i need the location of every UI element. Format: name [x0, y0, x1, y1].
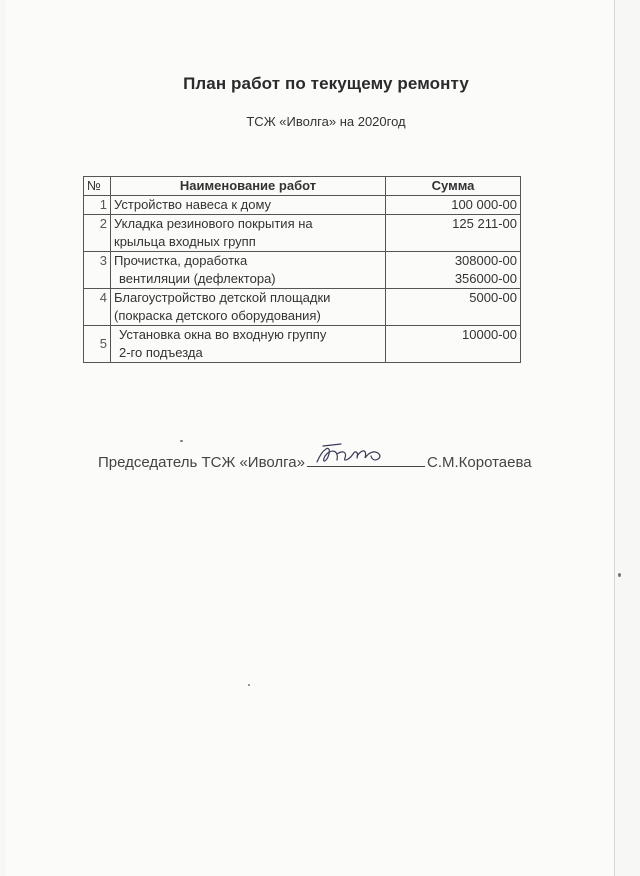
row-name-line: Установка окна во входную группу: [119, 327, 327, 342]
header-num: №: [84, 177, 111, 196]
row-sum: [386, 326, 521, 363]
document-subtitle: ТСЖ «Иволга» на 2020год: [246, 114, 406, 129]
signature-name: С.М.Коротаева: [426, 454, 532, 471]
row-name: [111, 196, 386, 215]
table-row: [84, 196, 521, 215]
row-num: 4: [84, 289, 111, 326]
signature-role: Председатель ТСЖ «Иволга»: [98, 454, 305, 471]
row-sum: [386, 196, 521, 215]
table-row: [84, 326, 521, 363]
handwritten-signature-icon: [313, 440, 393, 470]
row-name: [111, 326, 386, 363]
row-sum-value: 356000-00: [454, 271, 517, 286]
row-sum-value: 125 211-00: [452, 216, 517, 231]
row-sum: [386, 289, 521, 326]
row-name-line: крыльца входных групп: [114, 234, 256, 249]
row-sum-value: 10000-00: [462, 327, 517, 342]
row-name: [111, 289, 386, 326]
row-name: [111, 215, 386, 252]
row-sum-value: 308000-00: [454, 253, 517, 268]
scan-speck: [180, 440, 183, 442]
table-header-row: [84, 177, 521, 196]
document-title: План работ по текущему ремонту: [183, 74, 469, 93]
row-name-line: Укладка резинового покрытия на: [114, 216, 313, 231]
row-sum-value: 5000-00: [469, 290, 517, 305]
table-row: [84, 252, 521, 289]
scan-speck: [618, 573, 621, 577]
row-num: 3: [84, 252, 111, 289]
row-name-line: Устройство навеса к дому: [114, 197, 272, 212]
row-name-line: вентиляции (дефлектора): [119, 271, 276, 286]
row-name-line: Прочистка, доработка: [114, 253, 248, 268]
row-name: [111, 252, 386, 289]
header-name: Наименование работ: [111, 177, 386, 196]
document-page: [6, 0, 615, 876]
row-sum-value: 100 000-00: [451, 197, 517, 212]
scan-speck: [248, 684, 250, 686]
row-sum: [386, 252, 521, 289]
works-table: [83, 176, 521, 363]
row-name-line: Благоустройство детской площадки: [114, 290, 331, 305]
table-row: [84, 289, 521, 326]
table-row: [84, 215, 521, 252]
row-num: 2: [84, 215, 111, 252]
signature-row: [98, 452, 532, 471]
row-num: 5: [84, 326, 111, 363]
row-sum: [386, 215, 521, 252]
header-sum: Сумма: [386, 177, 521, 196]
row-name-line: (покраска детского оборудования): [114, 308, 321, 323]
row-name-line: 2-го подъезда: [119, 345, 203, 360]
row-num: 1: [84, 196, 111, 215]
signature-line: [307, 452, 425, 467]
